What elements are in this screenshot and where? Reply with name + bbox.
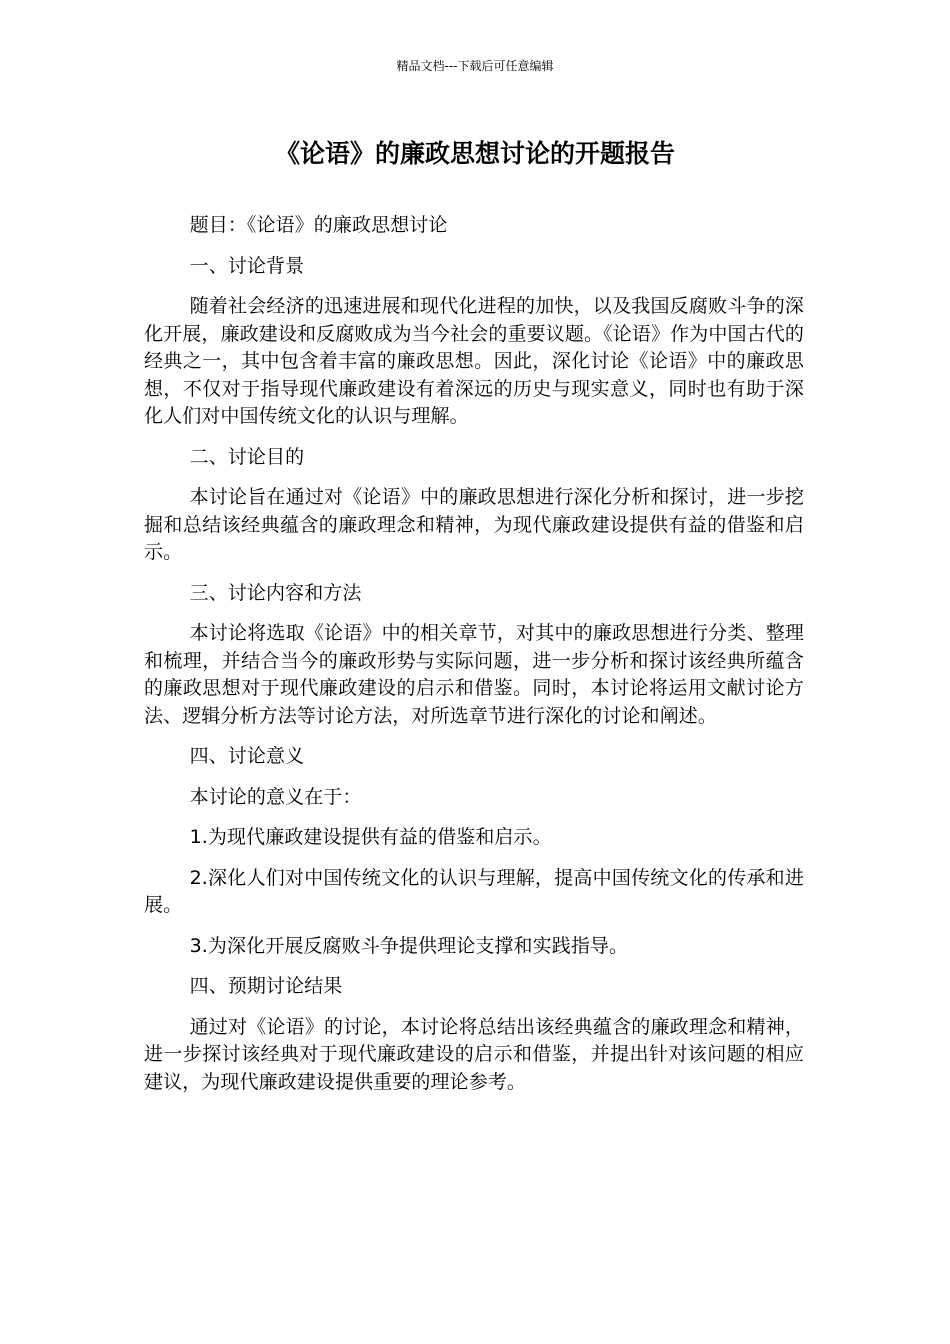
paragraph-significance-intro: 本讨论的意义在于： [189, 785, 362, 808]
document-title: 《论语》的廉政思想讨论的开题报告 [274, 139, 675, 168]
paragraph-content-method: 本讨论将选取《论语》中的相关章节，对其中的廉政思想进行分类、整理和梳理，并结合当今的廉政形势与实际问题，进一步分析和探讨该经典所蕴含的廉政思想对于现代廉政建设的启示和借鉴。同时，本讨论将运用文献讨论方法、逻辑分析方法等讨论方法，对所选章节进行深化的讨论和阐述。 [144, 622, 804, 727]
document-body [144, 212, 804, 1109]
section-heading-significance: 四、讨论意义 [189, 745, 305, 767]
paragraph-background: 随着社会经济的迅速进展和现代化进程的加快，以及我国反腐败斗争的深化开展，廉政建设和反腐败成为当今社会的重要议题。《论语》作为中国古代的经典之一，其中包含着丰富的廉政思想。因此，深化讨论《论语》中的廉政思想，不仅对于指导现代廉政建设有着深远的历史与现实意义，同时也有助于深化人们对中国传统文化的认识与理解。 [144, 295, 804, 427]
paragraph-expected-results: 通过对《论语》的讨论，本讨论将总结出该经典蕴含的廉政理念和精神，进一步探讨该经典对于现代廉政建设的启示和借鉴，并提出针对该问题的相应建议，为现代廉政建设提供重要的理论参考。 [144, 1015, 804, 1093]
header-note: 精品文档---下载后可任意编辑 [396, 59, 554, 73]
section-heading-expected-results: 四、预期讨论结果 [189, 975, 343, 997]
paragraph-purpose: 本讨论旨在通过对《论语》中的廉政思想进行深化分析和探讨，进一步挖掘和总结该经典蕴含的廉政理念和精神，为现代廉政建设提供有益的借鉴和启示。 [144, 486, 804, 563]
list-item-significance-2: 2.深化人们对中国传统文化的认识与理解，提高中国传统文化的传承和进展。 [144, 866, 804, 916]
section-heading-background: 一、讨论背景 [189, 254, 305, 277]
section-heading-purpose: 二、讨论目的 [189, 445, 305, 468]
section-heading-content-method: 三、讨论内容和方法 [189, 581, 362, 604]
list-item-significance-1: 1.为现代廉政建设提供有益的借鉴和启示。 [189, 826, 552, 848]
list-item-significance-3: 3.为深化开展反腐败斗争提供理论支撑和实践指导。 [189, 934, 629, 957]
topic-line: 题目：《论语》的廉政思想讨论 [189, 214, 448, 236]
